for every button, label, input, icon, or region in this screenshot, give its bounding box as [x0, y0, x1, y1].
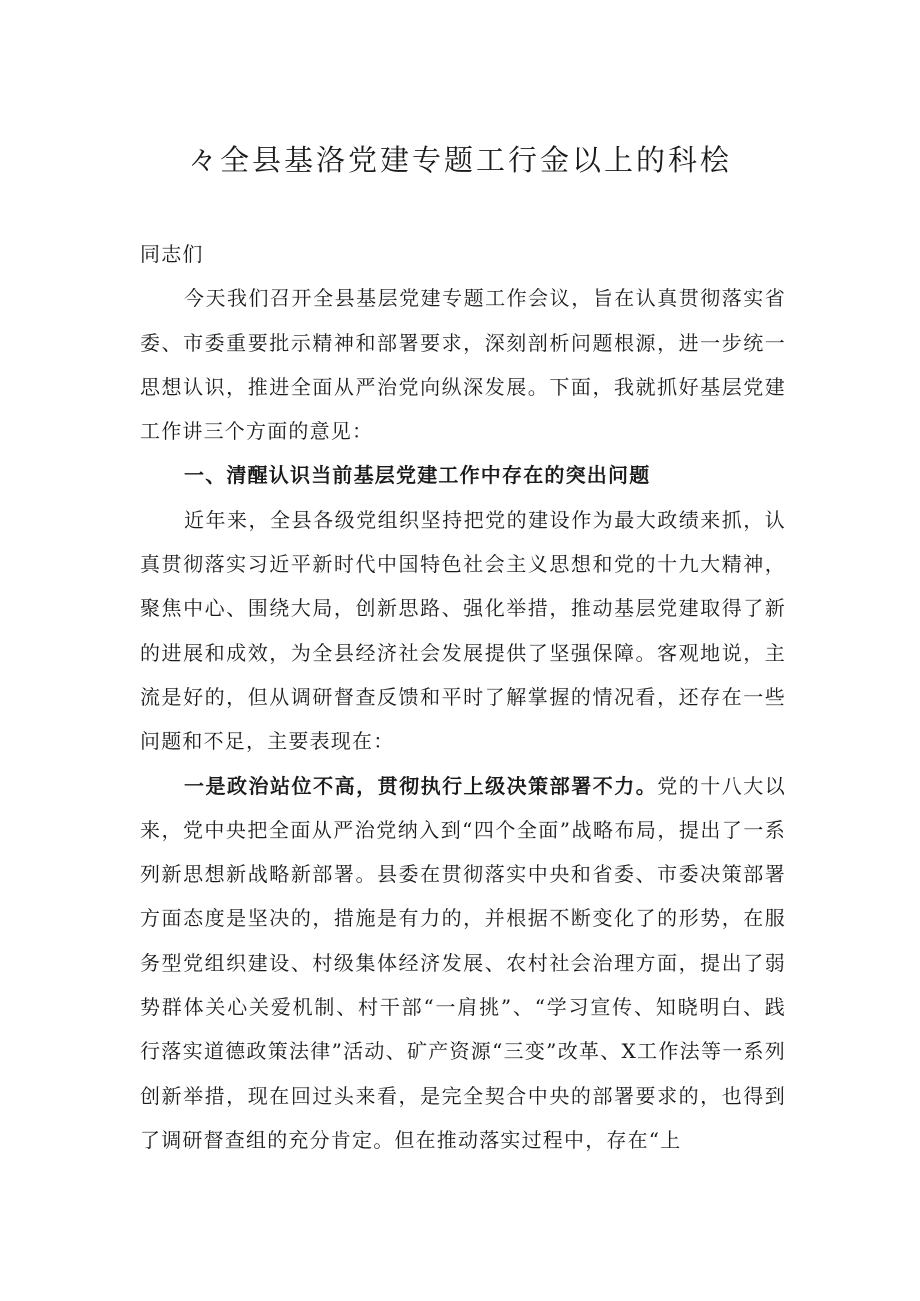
document-title: 々全县基洛党建专题工行金以上的科桧 [187, 143, 732, 177]
document-body [140, 232, 786, 1162]
section-paragraph: 近年来，全县各级党组织坚持把党的建设作为最大政绩来抓，认真贯彻落实习近平新时代中国特色社会主义思想和党的十九大精神，聚焦中心、围绕大局，创新思路、强化举措，推动基层党建取得了新的进展和成效，为全县经济社会发展提供了坚强保障。客观地说，主流是好的，但从调研督查反馈和平时了解掌握的情况看，还存在一些问题和不足，主要表现在： [140, 507, 786, 754]
point-one-paragraph [140, 764, 786, 1163]
point-one-lead: 一是政治站位不高，贯彻执行上级决策部署不力。 [184, 773, 658, 798]
section-heading: 一、清醒认识当前基层党建工作中存在的突出问题 [184, 463, 651, 488]
opening-paragraph: 今天我们召开全县基层党建专题工作会议，旨在认真贯彻落实省委、市委重要批示精神和部署要求，深刻剖析问题根源，进一步统一思想认识，推进全面从严治党向纵深发展。下面，我就抓好基层党建工作讲三个方面的意见： [140, 286, 786, 444]
salutation: 同志们 [140, 242, 204, 266]
point-one-body: 党的十八大以来，党中央把全面从严治党纳入到“四个全面”战略布局，提出了一系列新思想新战略新部署。县委在贯彻落实中央和省委、市委决策部署方面态度是坚决的，措施是有力的，并根据不断变化了的形势，在服务型党组织建设、村级集体经济发展、农村社会治理方面，提出了弱势群体关心关爱机制、村干部“一肩挑”、“学习宣传、知晓明白、践行落实道德政策法律”活动、矿产资源“三变”改革、X工作法等一系列创新举措，现在回过头来看，是完全契合中央的部署要求的，也得到了调研督查组的充分肯定。但在推动落实过程中，存在“上 [140, 773, 787, 1152]
